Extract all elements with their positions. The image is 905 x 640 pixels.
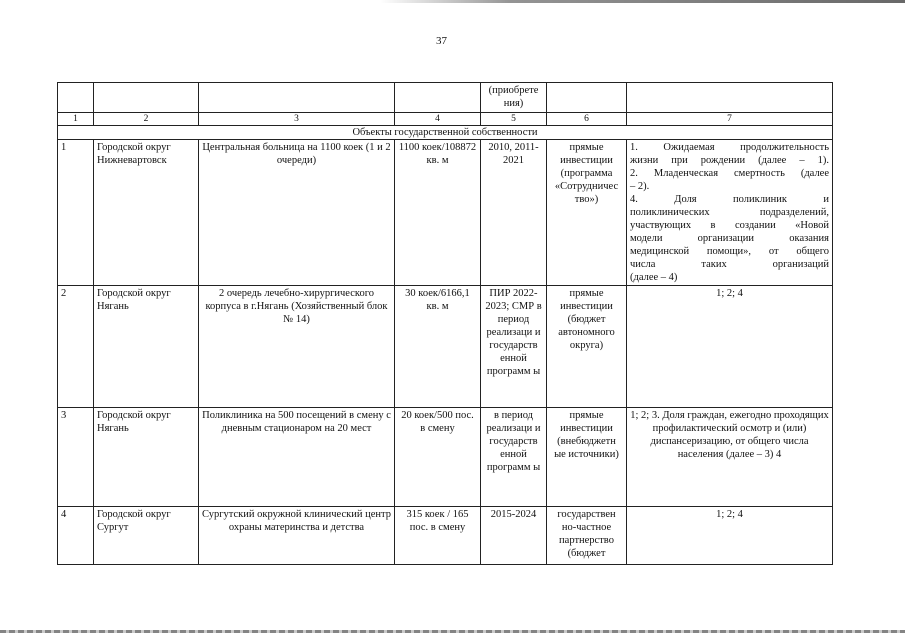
object-cell: Центральная больница на 1100 коек (1 и 2 очереди): [199, 140, 395, 286]
table-row: [58, 140, 833, 286]
financing-cell: государствен но-частное партнерство (бюджет: [547, 507, 627, 565]
indicators-cell: 1; 2; 4: [627, 507, 833, 565]
section-title: Объекты государственной собственности: [58, 126, 833, 140]
column-number-row: [58, 113, 833, 126]
table-row: [58, 507, 833, 565]
financing-cell: прямые инвестиции (бюджет автономного округа): [547, 286, 627, 408]
column-number: 4: [395, 113, 481, 126]
row-number: 2: [58, 286, 94, 408]
period-cell: 2010, 2011-2021: [481, 140, 547, 286]
indicator-line: 2. Младенческая смертность (далее: [630, 168, 829, 179]
period-cell: ПИР 2022-2023; СМР в период реализаци и государств енной программ ы: [481, 286, 547, 408]
indicator-line: модели организации оказания: [630, 233, 829, 244]
scan-edge-bottom: [0, 630, 905, 633]
indicator-line: жизни при рождении (далее – 1).: [630, 155, 829, 166]
district-cell: Городской округ Сургут: [94, 507, 199, 565]
indicator-line: – 2).: [630, 181, 650, 192]
column-number: 6: [547, 113, 627, 126]
column-number: 1: [58, 113, 94, 126]
scan-edge-top: [380, 0, 905, 3]
financing-cell: прямые инвестиции (внебюджетн ые источники): [547, 408, 627, 507]
column-number: 7: [627, 113, 833, 126]
table-row: [58, 286, 833, 408]
indicator-line: 4. Доля поликлиник и: [630, 194, 829, 205]
object-cell: Поликлиника на 500 посещений в смену с дневным стационаром на 20 мест: [199, 408, 395, 507]
period-cell: в период реализаци и государств енной программ ы: [481, 408, 547, 507]
object-cell: Сургутский окружной клинический центр охраны материнства и детства: [199, 507, 395, 565]
table-row: [58, 408, 833, 507]
column-number: 2: [94, 113, 199, 126]
row-number: 3: [58, 408, 94, 507]
capacity-cell: 315 коек / 165 пос. в смену: [395, 507, 481, 565]
period-cell: 2015-2024: [481, 507, 547, 565]
column-number: 5: [481, 113, 547, 126]
capacity-cell: 20 коек/500 пос. в смену: [395, 408, 481, 507]
district-cell: Городской округ Нягань: [94, 286, 199, 408]
object-cell: 2 очередь лечебно-хирургического корпуса в г.Нягань (Хозяйственный блок № 14): [199, 286, 395, 408]
indicators-cell: 1; 2; 4: [627, 286, 833, 408]
page-number: 37: [436, 35, 447, 47]
financing-cell: прямые инвестиции (программа «Сотрудничес тво»): [547, 140, 627, 286]
indicator-line: (далее – 4): [630, 272, 678, 283]
row-number: 1: [58, 140, 94, 286]
section-row: [58, 126, 833, 140]
indicator-line: участвующих в создании «Новой: [630, 220, 829, 231]
district-cell: Городской округ Нягань: [94, 408, 199, 507]
indicator-line: 1. Ожидаемая продолжительность: [630, 142, 829, 153]
table-header-row: [58, 83, 833, 113]
indicator-line: медицинской помощи», от общего: [630, 246, 829, 257]
indicators-cell: 1; 2; 3. Доля граждан, ежегодно проходящих профилактический осмотр и (или) диспансеризацию, от общего числа населения (далее – 3) 4: [627, 408, 833, 507]
district-cell: Городской округ Нижневартовск: [94, 140, 199, 286]
indicator-line: поликлинических подразделений,: [630, 207, 829, 218]
indicator-line: числа таких организаций: [630, 259, 829, 270]
capacity-cell: 30 коек/6166,1 кв. м: [395, 286, 481, 408]
header-col5-partial: (приобрете ния): [481, 83, 547, 113]
row-number: 4: [58, 507, 94, 565]
objects-table: [57, 82, 833, 565]
column-number: 3: [199, 113, 395, 126]
indicators-cell: [627, 140, 833, 286]
capacity-cell: 1100 коек/108872 кв. м: [395, 140, 481, 286]
